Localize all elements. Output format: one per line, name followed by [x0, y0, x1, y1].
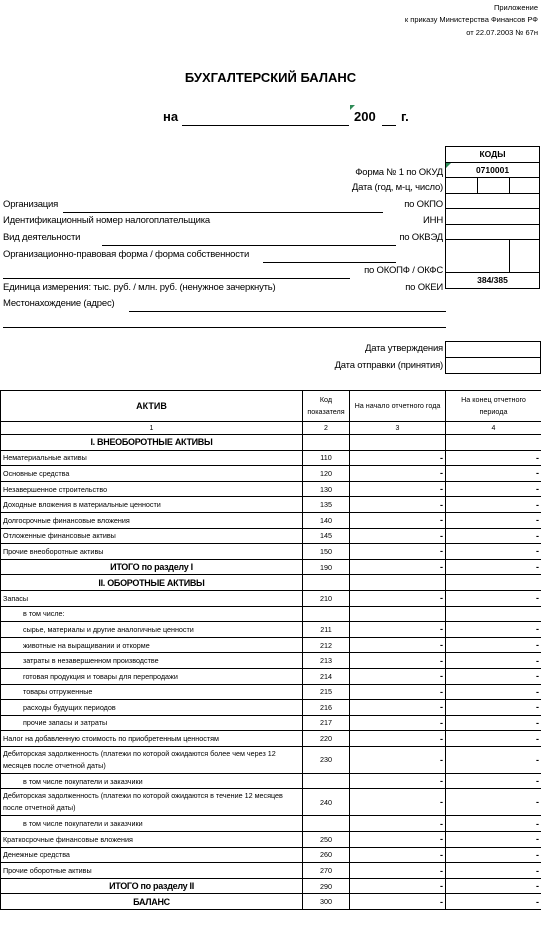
row-code: 260 [303, 847, 350, 863]
row-label: Прочие внеоборотные активы [1, 544, 303, 560]
table-row [1, 466, 541, 482]
row-label: Нематериальные активы [1, 450, 303, 466]
date-prefix: на [163, 109, 179, 124]
table-row [1, 653, 541, 669]
row-start-value[interactable]: - [350, 559, 446, 575]
row-start-value[interactable] [350, 606, 446, 622]
row-end-value[interactable]: - [446, 466, 541, 482]
year-underline[interactable] [382, 125, 396, 126]
row-end-value[interactable]: - [446, 789, 541, 816]
row-start-value[interactable]: - [350, 622, 446, 638]
approval-date-cell[interactable] [445, 341, 541, 358]
table-row [1, 816, 541, 832]
row-start-value[interactable]: - [350, 668, 446, 684]
row-label: Налог на добавленную стоимость по приобретенным ценностям [1, 731, 303, 747]
inn-label: ИНН [423, 215, 443, 226]
okopf-cell[interactable] [446, 240, 510, 273]
row-end-value[interactable]: - [446, 637, 541, 653]
row-start-value[interactable]: - [350, 544, 446, 560]
row-end-value[interactable]: - [446, 559, 541, 575]
inn-cell[interactable] [446, 209, 540, 225]
activity-label: Вид деятельности [3, 232, 81, 243]
row-code: 214 [303, 668, 350, 684]
row-label: затраты в незавершенном производстве [1, 653, 303, 669]
row-code: 240 [303, 789, 350, 816]
table-row [1, 575, 541, 591]
table-row [1, 481, 541, 497]
asset-header: АКТИВ [1, 391, 303, 422]
table-row [1, 528, 541, 544]
row-label: Прочие оборотные активы [1, 863, 303, 879]
row-label: БАЛАНС [1, 894, 303, 910]
row-label: Доходные вложения в материальные ценности [1, 497, 303, 513]
row-code: 120 [303, 466, 350, 482]
codes-box [445, 146, 540, 289]
row-code: 215 [303, 684, 350, 700]
row-start-value[interactable]: - [350, 637, 446, 653]
table-row [1, 789, 541, 816]
appendix-line-2: к приказу Министерства Финансов РФ [404, 15, 538, 24]
row-start-value[interactable]: - [350, 731, 446, 747]
row-start-value[interactable]: - [350, 653, 446, 669]
row-end-value[interactable]: - [446, 497, 541, 513]
okei-label: по ОКЕИ [405, 282, 443, 293]
table-row [1, 497, 541, 513]
address-label: Местонахождение (адрес) [3, 298, 115, 309]
table-row [1, 773, 541, 789]
row-end-value[interactable]: - [446, 847, 541, 863]
row-end-value[interactable]: - [446, 894, 541, 910]
date-label: Дата (год, м-ц, число) [351, 182, 443, 193]
row-code [303, 435, 350, 451]
row-label: ИТОГО по разделу I [1, 559, 303, 575]
org-label: Организация [3, 199, 59, 210]
row-label: Краткосрочные финансовые вложения [1, 832, 303, 848]
row-start-value[interactable]: - [350, 832, 446, 848]
legal-form-field[interactable] [263, 262, 396, 263]
table-row [1, 684, 541, 700]
row-start-value[interactable] [350, 575, 446, 591]
page-title: БУХГАЛТЕРСКИЙ БАЛАНС [184, 70, 357, 85]
date-suffix: г. [401, 109, 409, 124]
okopf-label: по ОКОПФ / ОКФС [364, 265, 443, 276]
row-end-value[interactable]: - [446, 715, 541, 731]
row-end-value[interactable] [446, 435, 541, 451]
start-header: На начало отчетного года [350, 391, 446, 422]
approval-label: Дата утверждения [365, 343, 443, 354]
row-code: 210 [303, 590, 350, 606]
appendix-line-3: от 22.07.2003 № 67н [466, 28, 538, 37]
row-code: 212 [303, 637, 350, 653]
row-label: Дебиторская задолженность (платежи по которой ожидаются в течение 12 месяцев после отчетной даты) [1, 789, 303, 816]
unit-label: Единица измерения: тыс. руб. / млн. руб. (ненужное зачеркнуть) [3, 282, 276, 293]
row-end-value[interactable]: - [446, 450, 541, 466]
col-number-2: 2 [303, 422, 350, 435]
row-code: 211 [303, 622, 350, 638]
row-label: Отложенные финансовые активы [1, 528, 303, 544]
row-label: животные на выращивании и откорме [1, 637, 303, 653]
balance-table [0, 390, 541, 910]
row-code: 230 [303, 746, 350, 773]
table-row [1, 832, 541, 848]
row-start-value[interactable]: - [350, 450, 446, 466]
table-row [1, 637, 541, 653]
table-row [1, 668, 541, 684]
okved-cell[interactable] [446, 224, 540, 240]
okpo-label: по ОКПО [404, 199, 443, 210]
row-code [303, 575, 350, 591]
row-label: Дебиторская задолженность (платежи по которой ожидаются более чем через 12 месяцев после отчетной даты) [1, 746, 303, 773]
row-end-value[interactable]: - [446, 816, 541, 832]
table-row [1, 544, 541, 560]
row-end-value[interactable]: - [446, 731, 541, 747]
row-label: II. ОБОРОТНЫЕ АКТИВЫ [1, 575, 303, 591]
end-header: На конец отчетного периода [446, 391, 541, 422]
row-start-value[interactable]: - [350, 746, 446, 773]
row-code: 300 [303, 894, 350, 910]
row-code: 216 [303, 700, 350, 716]
row-end-value[interactable]: - [446, 544, 541, 560]
appendix-line-1: Приложение [494, 3, 538, 12]
row-label: товары отгруженные [1, 684, 303, 700]
org-field[interactable] [63, 212, 383, 213]
row-start-value[interactable]: - [350, 466, 446, 482]
row-label: Долгосрочные финансовые вложения [1, 512, 303, 528]
okpo-cell[interactable] [446, 193, 540, 209]
table-row [1, 746, 541, 773]
row-code [303, 816, 350, 832]
address-field-2[interactable] [3, 327, 446, 328]
row-end-value[interactable]: - [446, 832, 541, 848]
row-end-value[interactable]: - [446, 700, 541, 716]
row-code: 270 [303, 863, 350, 879]
table-row [1, 847, 541, 863]
table-row [1, 606, 541, 622]
row-start-value[interactable]: - [350, 497, 446, 513]
activity-field[interactable] [102, 245, 396, 246]
row-start-value[interactable]: - [350, 590, 446, 606]
row-end-value[interactable]: - [446, 746, 541, 773]
row-end-value[interactable]: - [446, 622, 541, 638]
row-end-value[interactable]: - [446, 653, 541, 669]
code-header: Код показателя [303, 391, 350, 422]
date-day-cell[interactable] [510, 178, 540, 194]
row-label: Основные средства [1, 466, 303, 482]
date-year: 200 [354, 109, 376, 124]
row-start-value[interactable]: - [350, 894, 446, 910]
row-end-value[interactable]: - [446, 863, 541, 879]
row-code: 190 [303, 559, 350, 575]
table-row [1, 894, 541, 910]
table-row [1, 878, 541, 894]
row-start-value[interactable]: - [350, 528, 446, 544]
row-end-value[interactable]: - [446, 590, 541, 606]
inn-text: Идентификационный номер налогоплательщика [3, 215, 210, 226]
row-start-value[interactable]: - [350, 684, 446, 700]
table-row [1, 715, 541, 731]
row-label: Незавершенное строительство [1, 481, 303, 497]
row-code: 145 [303, 528, 350, 544]
row-end-value[interactable] [446, 606, 541, 622]
row-code: 290 [303, 878, 350, 894]
row-code: 135 [303, 497, 350, 513]
okfs-cell[interactable] [510, 240, 540, 273]
row-label: Запасы [1, 590, 303, 606]
okei-code: 384/385 [477, 275, 508, 286]
col-number-4: 4 [446, 422, 541, 435]
row-code: 150 [303, 544, 350, 560]
row-label: сырье, материалы и другие аналогичные ценности [1, 622, 303, 638]
table-row [1, 622, 541, 638]
table-row [1, 700, 541, 716]
date-month-cell[interactable] [478, 178, 510, 194]
row-label: ИТОГО по разделу II [1, 878, 303, 894]
sent-date-cell[interactable] [445, 357, 541, 374]
table-row [1, 512, 541, 528]
sent-label: Дата отправки (принятия) [334, 360, 443, 371]
row-start-value[interactable]: - [350, 878, 446, 894]
table-row [1, 435, 541, 451]
okud-label: Форма № 1 по ОКУД [355, 167, 443, 178]
row-end-value[interactable]: - [446, 773, 541, 789]
legal-form-field-2[interactable] [3, 278, 350, 279]
row-end-value[interactable]: - [446, 481, 541, 497]
row-start-value[interactable]: - [350, 863, 446, 879]
row-start-value[interactable]: - [350, 481, 446, 497]
row-start-value[interactable]: - [350, 715, 446, 731]
row-code [303, 606, 350, 622]
row-code: 110 [303, 450, 350, 466]
row-code [303, 773, 350, 789]
row-code: 140 [303, 512, 350, 528]
okud-code: 0710001 [475, 164, 510, 175]
row-start-value[interactable]: - [350, 789, 446, 816]
date-year-cell[interactable] [446, 178, 478, 194]
row-code: 220 [303, 731, 350, 747]
row-end-value[interactable] [446, 575, 541, 591]
table-row [1, 731, 541, 747]
table-row [1, 450, 541, 466]
row-end-value[interactable]: - [446, 512, 541, 528]
row-label: готовая продукция и товары для перепродажи [1, 668, 303, 684]
row-label: Денежные средства [1, 847, 303, 863]
row-start-value[interactable]: - [350, 816, 446, 832]
row-label: I. ВНЕОБОРОТНЫЕ АКТИВЫ [1, 435, 303, 451]
row-label: в том числе покупатели и заказчики [1, 816, 303, 832]
row-end-value[interactable]: - [446, 878, 541, 894]
row-label: расходы будущих периодов [1, 700, 303, 716]
row-code: 217 [303, 715, 350, 731]
address-field[interactable] [129, 311, 446, 312]
date-underline[interactable] [182, 125, 349, 126]
legal-form-label: Организационно-правовая форма / форма собственности [3, 249, 250, 260]
row-code: 130 [303, 481, 350, 497]
row-start-value[interactable] [350, 435, 446, 451]
table-row [1, 863, 541, 879]
okei-cell [446, 273, 540, 289]
table-row [1, 590, 541, 606]
row-label: в том числе: [1, 606, 303, 622]
row-end-value[interactable]: - [446, 668, 541, 684]
row-start-value[interactable]: - [350, 773, 446, 789]
row-end-value[interactable]: - [446, 528, 541, 544]
row-label: в том числе покупатели и заказчики [1, 773, 303, 789]
col-number-1: 1 [1, 422, 303, 435]
row-label: прочие запасы и затраты [1, 715, 303, 731]
row-end-value[interactable]: - [446, 684, 541, 700]
okved-label: по ОКВЭД [399, 232, 443, 243]
codes-header: КОДЫ [446, 147, 540, 163]
row-start-value[interactable]: - [350, 700, 446, 716]
okud-code-cell [446, 162, 540, 178]
row-code: 250 [303, 832, 350, 848]
row-code: 213 [303, 653, 350, 669]
row-start-value[interactable]: - [350, 512, 446, 528]
comment-marker-icon [446, 163, 451, 168]
col-number-3: 3 [350, 422, 446, 435]
row-start-value[interactable]: - [350, 847, 446, 863]
table-row [1, 559, 541, 575]
